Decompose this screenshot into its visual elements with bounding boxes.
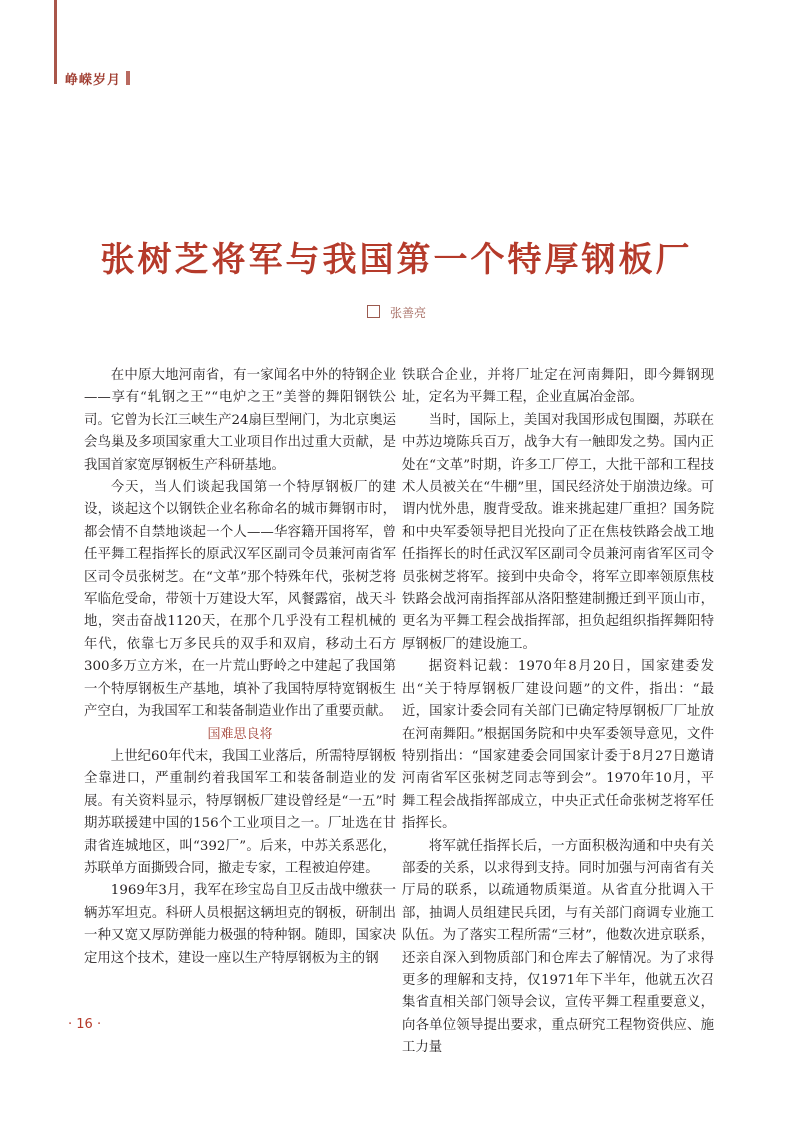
subheading: 国难思良将: [207, 726, 273, 742]
left-column: [84, 365, 396, 970]
paragraph: 当时，国际上，美国对我国形成包围圈，苏联在中苏边境陈兵百万，战争大有一触即发之势。国内正处在“文革”时期，许多工厂停工，大批干部和工程技术人员被关在“牛棚”里，国民经济处于崩溃边缘。可谓内忧外患，腹背受敌。谁来挑起建厂重担？国务院和中央军委领导把目光投向了正在焦枝铁路会战工地任指挥长的时任武汉军区副司令员兼河南省军区司令员张树芝将军。接到中央命令，将军立即率领原焦枝铁路会战河南指挥部从洛阳整建制搬迁到平顶山市，更名为平舞工程会战指挥部，担负起组织指挥舞阳特厚钢板厂的建设施工。: [402, 412, 714, 652]
article-title: 张树芝将军与我国第一个特厚钢板厂: [100, 240, 693, 280]
section-marker: [126, 71, 130, 85]
section-label: 峥嵘岁月: [65, 73, 122, 88]
paragraph: 1969年3月，我军在珍宝岛自卫反击战中缴获一辆苏军坦克。科研人员根据这辆坦克的钢板，研制出一种又宽又厚防弹能力极强的特种钢。随即，国家决定用这个技术，建设一座以生产特厚钢板为主的钢: [84, 883, 396, 966]
right-column: [402, 365, 714, 1060]
paragraph: 据资料记载：1970年8月20日，国家建委发出“关于特厚钢板厂建设问题”的文件，指出：“最近，国家计委会同有关部门已确定特厚钢板厂厂址放在河南舞阳。”根据国务院和中央军委领导意见，文件特别指出：“国家建委会同国家计委于8月27日邀请河南省军区张树芝同志等到会”。1970年10月，平舞工程会战指挥部成立，中央正式任命张树芝将军任指挥长。: [402, 659, 714, 832]
author-name: 张善亮: [389, 306, 426, 320]
paragraph: 上世纪60年代末，我国工业落后，所需特厚钢板全靠进口，严重制约着我国军工和装备制造业的发展。有关资料显示，特厚钢板厂建设曾经是“一五”时期苏联援建中国的156个工业项目之一。厂址选在甘肃省连城地区，叫“392厂”。后来，中苏关系恶化，苏联单方面撕毁合同，撤走专家，工程被迫停建。: [84, 748, 396, 876]
paragraph: 将军就任指挥长后，一方面积极沟通和中央有关部委的关系，以求得到支持。同时加强与河南省有关厅局的联系，以疏通物质渠道。从省直分批调入干部，抽调人员组建民兵团，与有关部门商调专业施工队伍。为了落实工程所需“三材”，他数次进京联系，还亲自深入到物质部门和仓库去了解情况。为了求得更多的理解和支持，仅1971年下半年，他就五次召集省直相关部门领导会议，宣传平舞工程重要意义，向各单位领导提出要求，重点研究工程物资供应、施工力量: [402, 838, 714, 1056]
byline: [0, 304, 793, 321]
paragraph: 今天，当人们谈起我国第一个特厚钢板厂的建设，谈起这个以钢铁企业名称命名的城市舞钢市时，都会情不自禁地谈起一个人——华容籍开国将军，曾任平舞工程指挥长的原武汉军区副司令员兼河南省军区司令员张树芝。在“文革”那个特殊年代，张树芝将军临危受命，带领十万建设大军，风餐露宿，战天斗地，突击奋战1120天，在那个几乎没有工程机械的年代，依靠七万多民兵的双手和双肩，移动土石方300多万立方米，在一片荒山野岭之中建起了我国第一个特厚钢板生产基地，填补了我国特厚特宽钢板生产空白，为我国军工和装备制造业作出了重要贡献。: [84, 480, 396, 720]
vertical-rule: [54, 0, 57, 84]
byline-box-icon: [367, 305, 380, 318]
paragraph-continuation: 铁联合企业，并将厂址定在河南舞阳，即今舞钢现址，定名为平舞工程，企业直属冶金部。: [402, 368, 714, 406]
page-number: · 16 ·: [68, 1017, 102, 1032]
paragraph: 在中原大地河南省，有一家闻名中外的特钢企业——享有“轧钢之王”“电炉之王”美誉的舞阳钢铁公司。它曾为长江三峡生产24扇巨型闸门，为北京奥运会鸟巢及多项国家重大工业项目作出过重大贡献，是我国首家宽厚钢板生产科研基地。: [84, 368, 396, 473]
